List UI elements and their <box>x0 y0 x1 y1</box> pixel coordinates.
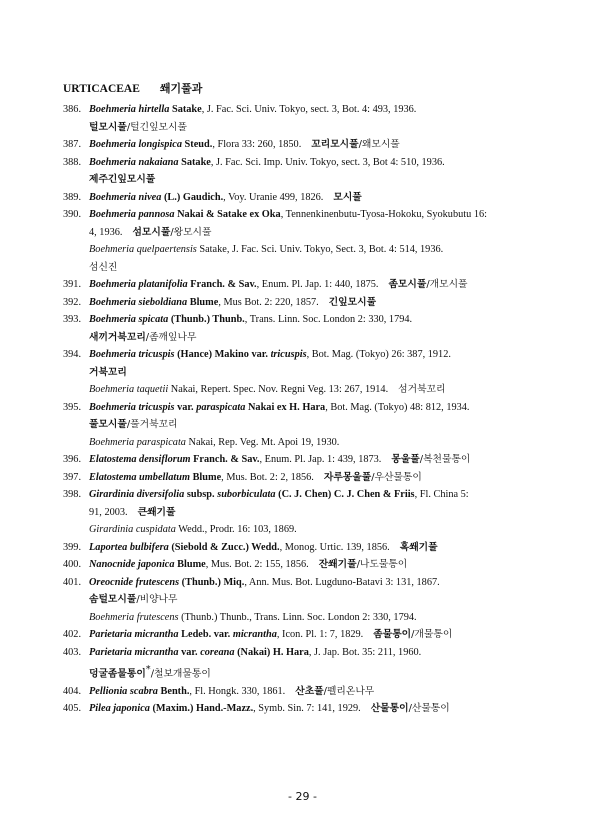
scientific-name: Elatostema umbellatum <box>89 471 190 483</box>
species-entry <box>63 539 543 557</box>
korean-alt-name: /철보개물통이 <box>150 668 211 680</box>
scientific-name: Parietaria micrantha <box>89 629 179 640</box>
species-entry <box>63 346 543 399</box>
family-heading <box>63 80 202 96</box>
species-entry <box>63 644 543 683</box>
scientific-name: Laportea bulbifera <box>89 541 169 553</box>
citation: (Thunb.) Thunb., Trans. Linn. Soc. London 2: 330, 1794. <box>178 611 417 623</box>
entry-line <box>89 683 543 701</box>
species-list <box>63 101 543 718</box>
scientific-name: Oreocnide frutescens <box>89 576 180 588</box>
korean-alt-name: /좀깨잎나무 <box>145 331 197 343</box>
scientific-name: Girardinia diversifolia <box>89 489 185 500</box>
author: subsp. <box>186 489 218 500</box>
species-entry <box>63 451 543 469</box>
scientific-name: Boehmeria nakaiana <box>89 156 179 168</box>
entry-number: 389. <box>63 191 82 203</box>
species-entry <box>63 101 543 136</box>
author: (Siebold & Zucc.) Wedd. <box>171 541 280 553</box>
entry-number: 395. <box>63 401 82 413</box>
entry-line <box>89 486 543 504</box>
author: Benth. <box>160 685 190 697</box>
korean-name: 풀모시풀 <box>89 419 127 430</box>
citation: 4, 1936. <box>89 226 123 238</box>
citation: , Fl. Hongk. 330, 1861. <box>189 685 286 697</box>
entry-number: 405. <box>63 703 82 715</box>
korean-alt-name: /펠리온나무 <box>323 685 375 697</box>
scientific-name: Nanocnide japonica <box>89 559 175 570</box>
citation: , Enum. Pl. Jap. 1: 440, 1875. <box>256 279 379 290</box>
entry-line <box>89 329 543 347</box>
citation: Wedd., Prodr. 16: 103, 1869. <box>175 524 297 535</box>
korean-name: 좀물통이 <box>373 629 412 640</box>
entry-line <box>89 504 543 522</box>
scientific-name: Boehmeria sieboldiana <box>89 296 188 308</box>
citation: , Mus Bot. 2: 220, 1857. <box>218 296 319 308</box>
korean-name: 모시풀 <box>333 191 362 203</box>
infraspecific-epithet: coreana <box>200 646 235 658</box>
synonym-name: Boehmeria taquetii <box>89 384 169 395</box>
species-entry <box>63 276 543 294</box>
species-entry <box>63 399 543 452</box>
scientific-name: Boehmeria tricuspis <box>89 349 175 360</box>
citation: , Enum. Pl. Jap. 1: 439, 1873. <box>259 454 382 465</box>
korean-name: 제주긴잎모시풀 <box>89 174 156 185</box>
entry-number: 392. <box>63 296 82 308</box>
citation: , Mus. Bot. 2: 2, 1856. <box>221 471 314 483</box>
species-entry <box>63 626 543 644</box>
species-entry <box>63 189 543 207</box>
species-entry <box>63 683 543 701</box>
citation: Nakai, Rep. Veg. Mt. Apoi 19, 1930. <box>185 436 340 448</box>
scientific-name: Boehmeria longispica <box>89 139 182 150</box>
author: Satake <box>171 104 202 115</box>
page-number: - 29 - <box>288 790 317 803</box>
citation: , J. Fac. Sci. Univ. Tokyo, sect. 3, Bot. 4: 493, 1936. <box>201 104 417 115</box>
species-entry <box>63 206 543 276</box>
entry-number: 391. <box>63 279 82 290</box>
scientific-name: Boehmeria nivea <box>89 191 162 203</box>
citation: , J. Jap. Bot. 35: 211, 1960. <box>308 646 422 658</box>
korean-name: 좀모시풀 <box>388 279 427 290</box>
citation: , J. Fac. Sci. Imp. Univ. Tokyo, sect. 3, Bot 4: 510, 1936. <box>210 156 445 168</box>
species-entry <box>63 136 543 154</box>
korean-alt-name: /왜모시풀 <box>358 139 400 150</box>
entry-number: 399. <box>63 541 82 553</box>
entry-number: 390. <box>63 209 82 220</box>
synonym-name: Boehmeria paraspicata <box>89 436 186 448</box>
footnote-mark: * <box>145 664 151 675</box>
entry-line <box>89 626 543 644</box>
entry-line <box>89 469 543 487</box>
entry-line <box>89 224 543 242</box>
infraspecific-epithet: tricuspis <box>270 349 307 360</box>
author: Blume <box>177 559 206 570</box>
entry-number: 393. <box>63 314 82 325</box>
species-entry <box>63 574 543 627</box>
entry-line <box>89 154 543 172</box>
entry-number: 402. <box>63 629 82 640</box>
korean-name: 털모시풀 <box>89 121 127 133</box>
korean-alt-name: /비양나무 <box>136 594 178 605</box>
korean-alt-name: 섬거북꼬리 <box>398 384 446 395</box>
entry-line <box>89 136 543 154</box>
korean-alt-name: /개모시풀 <box>426 279 468 290</box>
infraspecific-epithet: paraspicata <box>196 401 246 413</box>
entry-number: 388. <box>63 156 82 168</box>
entry-line <box>89 101 543 119</box>
entry-line <box>89 574 543 592</box>
author: (L.) Gaudich. <box>163 191 224 203</box>
korean-name: 꼬리모시풀 <box>311 139 359 150</box>
species-entry <box>63 556 543 574</box>
citation: , Symb. Sin. 7: 141, 1929. <box>253 703 361 715</box>
scientific-name: Boehmeria tricuspis <box>89 401 175 413</box>
species-entry <box>63 294 543 312</box>
entry-line <box>89 539 543 557</box>
entry-number: 387. <box>63 139 82 150</box>
infraspecific-author: (C. J. Chen) C. J. Chen & Friis <box>275 489 415 500</box>
author: (Thunb.) Thunb. <box>170 314 245 325</box>
citation: , Trans. Linn. Soc. London 2: 330, 1794. <box>244 314 413 325</box>
author: Satake <box>181 156 211 168</box>
entry-line <box>89 399 543 417</box>
author: Ledeb. var. <box>181 629 233 640</box>
entry-line <box>89 189 543 207</box>
korean-name: 덩굴좀물통이 <box>89 668 146 680</box>
scientific-name: Boehmeria hirtella <box>89 104 170 115</box>
entry-line <box>89 521 543 539</box>
scientific-name: Boehmeria spicata <box>89 314 169 325</box>
citation: , Bot. Mag. (Tokyo) 26: 387, 1912. <box>306 349 451 360</box>
entry-number: 404. <box>63 685 82 697</box>
entry-line <box>89 119 543 137</box>
family-korean-name: 쐐기풀과 <box>159 82 203 95</box>
author: Franch. & Sav. <box>193 454 260 465</box>
entry-number: 386. <box>63 104 82 115</box>
species-entry <box>63 700 543 718</box>
citation: 91, 2003. <box>89 506 128 518</box>
korean-alt-name: /복천물통이 <box>419 454 471 465</box>
entry-line <box>89 364 543 382</box>
entry-number: 396. <box>63 454 82 465</box>
korean-alt-name: /산물통이 <box>408 703 450 715</box>
author: Franch. & Sav. <box>190 279 257 290</box>
entry-line <box>89 609 543 627</box>
synonym-name: Boehmeria frutescens <box>89 611 179 623</box>
entry-line <box>89 416 543 434</box>
synonym-name: Girardinia cuspidata <box>89 524 176 535</box>
citation: , Monog. Urtic. 139, 1856. <box>279 541 390 553</box>
korean-alt-name: /우산물통이 <box>371 471 422 483</box>
author: var. <box>177 401 197 413</box>
entry-line <box>89 311 543 329</box>
korean-name: 혹쐐기풀 <box>399 541 438 553</box>
korean-name: 잔쐐기풀 <box>318 559 357 570</box>
entry-line <box>89 451 543 469</box>
author: (Thunb.) Miq. <box>181 576 245 588</box>
entry-line <box>89 294 543 312</box>
korean-name: 섬모시풀 <box>132 226 171 238</box>
synonym-name: Boehmeria quelpaertensis <box>89 244 197 255</box>
citation: , Voy. Uranie 499, 1826. <box>223 191 324 203</box>
family-latin-name: URTICACEAE <box>63 83 140 95</box>
korean-name: 자루몽울풀 <box>323 471 372 483</box>
korean-name: 새끼거북꼬리 <box>89 331 146 343</box>
entry-number: 403. <box>63 646 82 658</box>
korean-alt-name: /나도물통이 <box>356 559 408 570</box>
scientific-name: Boehmeria pannosa <box>89 209 175 220</box>
scientific-name: Pellionia scabra <box>89 685 158 697</box>
korean-alt-name: 섬신진 <box>89 261 118 273</box>
author: Blume <box>189 296 219 308</box>
entry-number: 401. <box>63 576 82 588</box>
entry-line <box>89 276 543 294</box>
entry-line <box>89 241 543 259</box>
entry-line <box>89 434 543 452</box>
entry-number: 394. <box>63 349 82 360</box>
entry-line <box>89 206 543 224</box>
author: (Hance) Makino var. <box>177 349 271 360</box>
scientific-name: Boehmeria platanifolia <box>89 279 188 290</box>
entry-line <box>89 700 543 718</box>
species-entry <box>63 469 543 487</box>
korean-alt-name: /개물통이 <box>411 629 453 640</box>
korean-alt-name: /풀거북꼬리 <box>126 419 178 430</box>
entry-line <box>89 381 543 399</box>
korean-name: 큰쐐기풀 <box>137 506 176 518</box>
korean-name: 솜털모시풀 <box>89 594 137 605</box>
entry-line <box>89 171 543 189</box>
citation: , Tennenkinenbutu-Tyosa-Hokoku, Syokubutu 16: <box>280 209 487 220</box>
author: Steud. <box>184 139 213 150</box>
korean-name: 산물통이 <box>370 703 409 715</box>
entry-number: 397. <box>63 471 82 483</box>
scientific-name: Elatostema densiflorum <box>89 454 191 465</box>
entry-number: 400. <box>63 559 82 570</box>
scientific-name: Parietaria micrantha <box>89 646 179 658</box>
species-entry <box>63 486 543 539</box>
citation: , Ann. Mus. Bot. Lugduno-Batavi 3: 131, 1867. <box>244 576 440 588</box>
korean-name: 산초풀 <box>295 685 324 697</box>
entry-line <box>89 644 543 662</box>
citation: , Flora 33: 260, 1850. <box>212 139 302 150</box>
entry-line <box>89 346 543 364</box>
author: Nakai & Satake ex Oka <box>177 209 281 220</box>
author: (Maxim.) Hand.-Mazz. <box>152 703 254 715</box>
entry-line <box>89 591 543 609</box>
korean-name: 몽울풀 <box>391 454 420 465</box>
scientific-name: Pilea japonica <box>89 703 150 715</box>
entry-line <box>89 556 543 574</box>
infraspecific-author: (Nakai) H. Hara <box>234 646 309 658</box>
species-entry <box>63 154 543 189</box>
citation: , Mus. Bot. 2: 155, 1856. <box>205 559 309 570</box>
korean-alt-name: /왕모시풀 <box>170 226 212 238</box>
species-entry <box>63 311 543 346</box>
korean-name: 거북꼬리 <box>89 366 127 378</box>
infraspecific-epithet: micrantha <box>232 629 277 640</box>
entry-line <box>89 259 543 277</box>
korean-name: 긴잎모시풀 <box>328 296 377 308</box>
author: var. <box>181 646 201 658</box>
infraspecific-author: Nakai ex H. Hara <box>245 401 326 413</box>
citation: Nakai, Repert. Spec. Nov. Regni Veg. 13: 267, 1914. <box>168 384 389 395</box>
citation: , Bot. Mag. (Tokyo) 48: 812, 1934. <box>325 401 470 413</box>
korean-alt-name: /털긴잎모시풀 <box>126 121 187 133</box>
citation: , Fl. China 5: <box>414 489 469 500</box>
entry-number: 398. <box>63 489 82 500</box>
infraspecific-epithet: suborbiculata <box>217 489 276 500</box>
author: Blume <box>192 471 222 483</box>
citation: , Icon. Pl. 1: 7, 1829. <box>276 629 364 640</box>
citation: Satake, J. Fac. Sci. Univ. Tokyo, Sect. 3, Bot. 4: 514, 1936. <box>196 244 444 255</box>
entry-line <box>89 661 543 683</box>
